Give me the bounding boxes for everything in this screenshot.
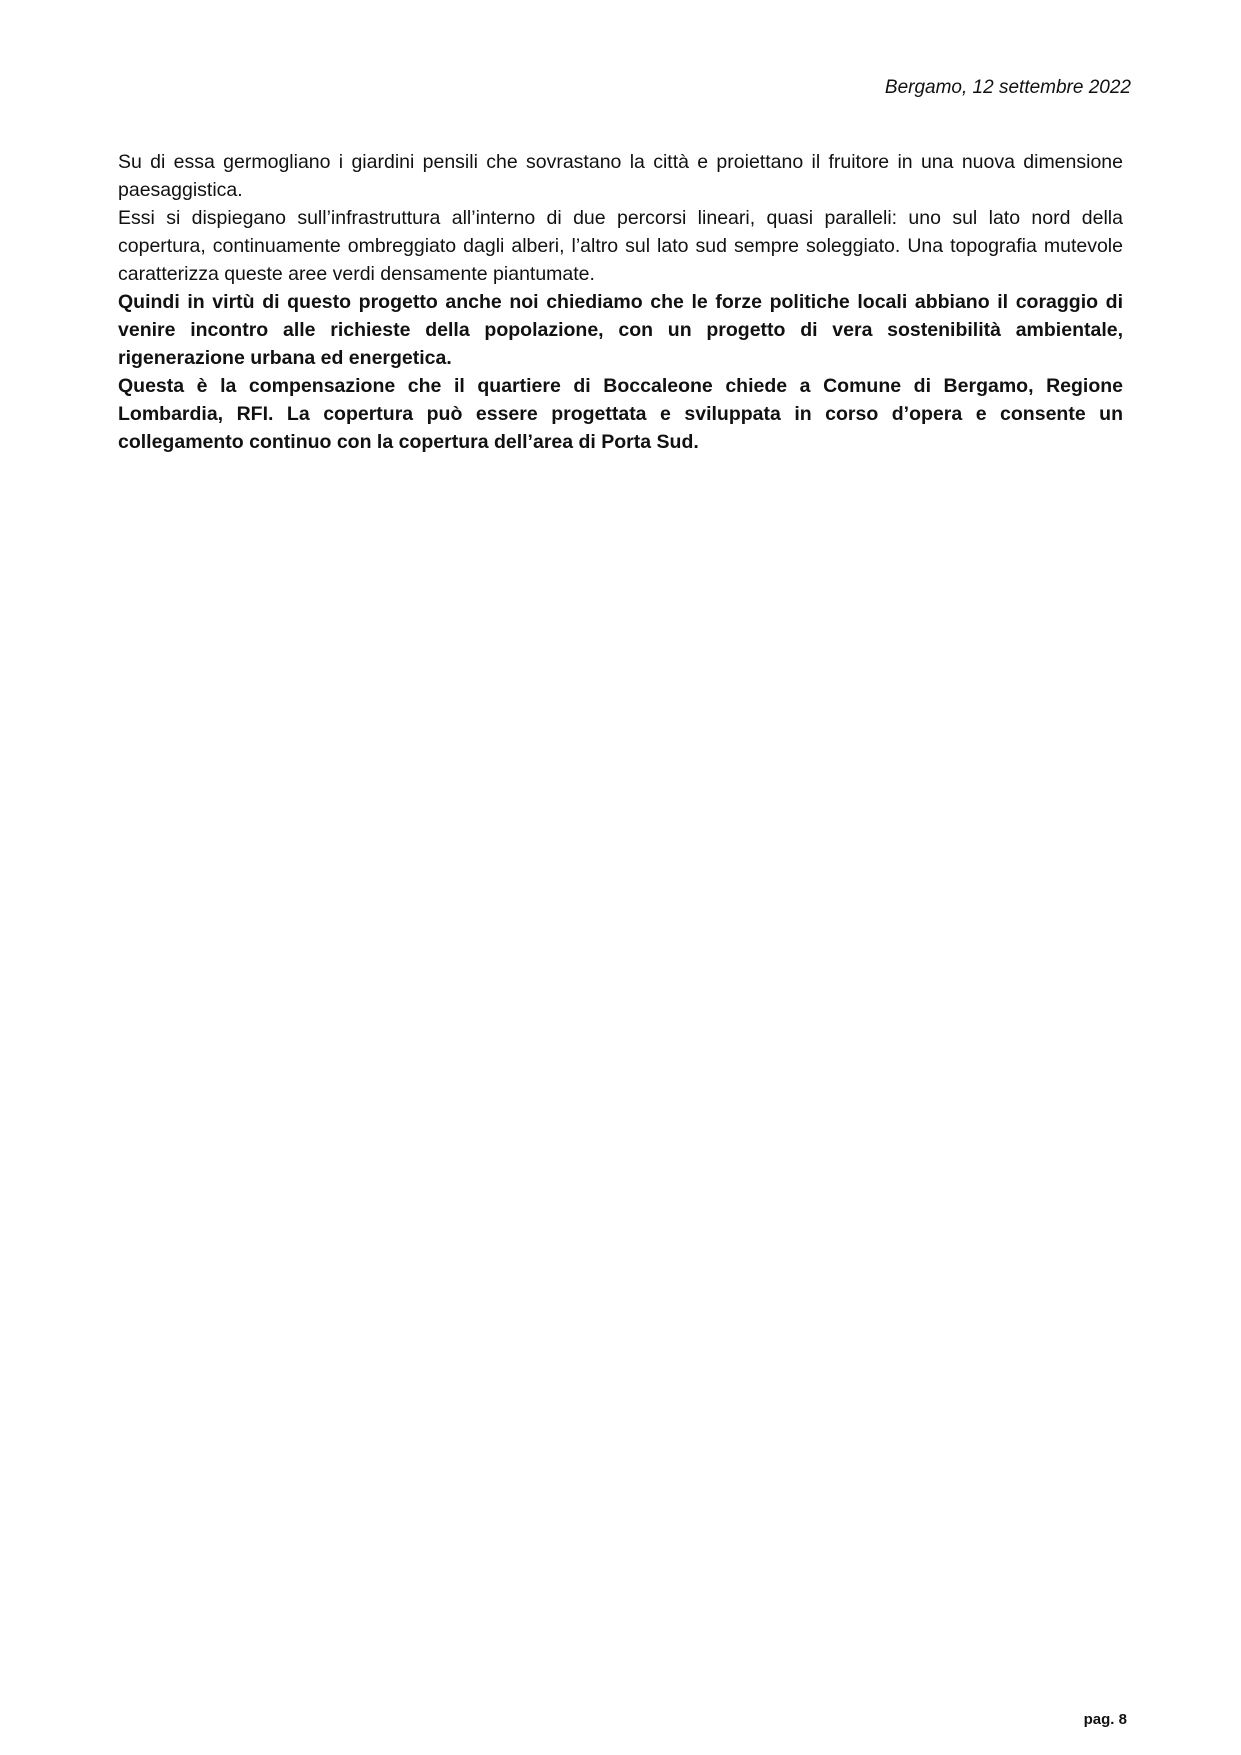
document-date: Bergamo, 12 settembre 2022	[884, 77, 1131, 98]
document-body	[118, 148, 1123, 456]
page-number: pag. 8	[1083, 1711, 1127, 1728]
paragraph-richiesta-forze-politiche: Quindi in virtù di questo progetto anche noi chiediamo che le forze politiche locali abbiano il coraggio di venire incontro alle richieste della popolazione, con un progetto di vera sostenibilità ambientale, rigenerazione urbana ed energetica.	[118, 291, 1123, 369]
paragraph-compensazione-boccaleone: Questa è la compensazione che il quartiere di Boccaleone chiede a Comune di Bergamo, Regione Lombardia, RFI. La copertura può essere progettata e sviluppata in corso d’opera e consente un collegamento continuo con la copertura dell’area di Porta Sud.	[118, 375, 1123, 453]
paragraph-percorsi-lineari: Essi si dispiegano sull’infrastruttura all’interno di due percorsi lineari, quasi paralleli: uno sul lato nord della copertura, continuamente ombreggiato dagli alberi, l’altro sul lato sud sempre soleggiato. Una topografia mutevole caratterizza queste aree verdi densamente piantumate.	[118, 207, 1123, 285]
paragraph-giardini-pensili: Su di essa germogliano i giardini pensili che sovrastano la città e proiettano il fruitore in una nuova dimensione paesaggistica.	[118, 151, 1123, 201]
